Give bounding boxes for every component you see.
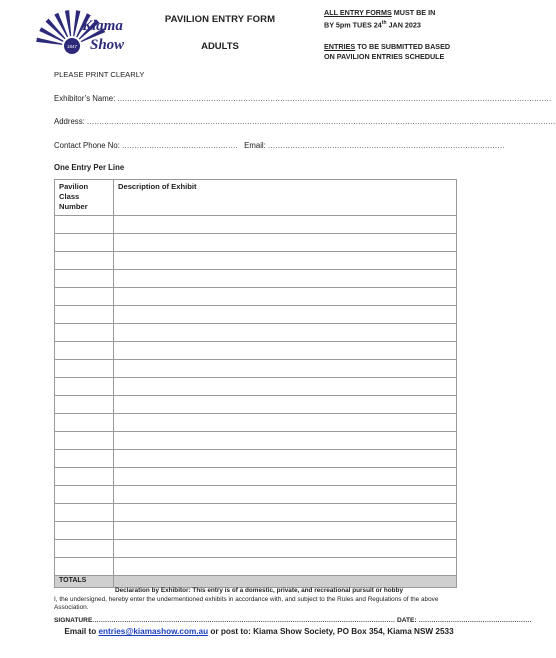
date-label: DATE: [396,617,417,624]
declaration-body: I, the undersigned, hereby enter the undermentioned exhibits in accordance with, and subject to the Rules and Regulations of the above Association. [54,595,439,612]
entry-row [55,450,457,468]
kiama-show-logo [52,6,132,58]
entry-row [55,360,457,378]
logo-text-show: Show [90,37,125,53]
entry-row [55,432,457,450]
entry-row [55,288,457,306]
entry-row [55,486,457,504]
print-clearly-note: PLEASE PRINT CLEARLY [54,70,145,79]
contact-field[interactable] [54,141,505,150]
entry-row [55,414,457,432]
description-cell[interactable] [114,486,457,504]
description-cell[interactable] [114,378,457,396]
description-cell[interactable] [114,342,457,360]
description-cell[interactable] [114,540,457,558]
deadline-note: ALL ENTRY FORMS MUST BE IN BY 5pm TUES 24th JAN 2023 [324,8,436,30]
description-cell[interactable] [114,252,457,270]
entry-row [55,324,457,342]
address-label: Address: [54,117,85,126]
class-number-cell[interactable] [55,450,114,468]
table-header-row [55,180,457,216]
entry-row [55,252,457,270]
logo-emblem [52,6,132,58]
description-cell[interactable] [114,306,457,324]
entry-row [55,234,457,252]
class-number-cell[interactable] [55,288,114,306]
class-number-cell[interactable] [55,522,114,540]
description-cell[interactable] [114,216,457,234]
class-number-cell[interactable] [55,216,114,234]
entry-row [55,342,457,360]
description-cell[interactable] [114,324,457,342]
class-number-cell[interactable] [55,414,114,432]
declaration [54,587,464,613]
class-number-cell[interactable] [55,486,114,504]
class-number-cell[interactable] [55,234,114,252]
description-cell[interactable] [114,360,457,378]
footer-contact: Email to entries@kiamashow.com.au or post to: Kiama Show Society, PO Box 354, Kiama NSW 2533 [64,627,454,636]
logo-emblem-text: 1847 [66,44,78,49]
all-entry-forms-text: ALL ENTRY FORMS [324,8,392,17]
entry-rows [55,216,457,576]
class-number-cell[interactable] [55,306,114,324]
class-number-cell[interactable] [55,360,114,378]
entry-table [54,179,457,588]
description-cell[interactable] [114,288,457,306]
class-number-cell[interactable] [55,324,114,342]
dotted-line: .............................................................................................................................................................................................. [86,117,556,126]
entry-row [55,504,457,522]
submission-notes [324,8,504,62]
table-caption: One Entry Per Line [54,163,125,172]
class-number-cell[interactable] [55,270,114,288]
class-number-cell[interactable] [55,558,114,576]
entry-row [55,216,457,234]
dotted-line: ................................................................................................ [268,141,505,150]
form-title: PAVILION ENTRY FORM [164,14,276,25]
description-cell[interactable] [114,396,457,414]
email-label: Email: [244,141,266,150]
class-number-cell[interactable] [55,504,114,522]
totals-value[interactable] [114,576,457,588]
address-field[interactable] [54,117,556,126]
description-cell[interactable] [114,432,457,450]
exhibitor-name-label: Exhibitor’s Name: [54,94,116,103]
description-cell[interactable] [114,234,457,252]
header-titles [150,14,290,52]
dotted-line: ................................................................................................................................................................................ [117,94,552,103]
class-number-cell[interactable] [55,432,114,450]
col-description-header: Description of Exhibit [114,180,457,216]
description-cell[interactable] [114,504,457,522]
entry-row [55,558,457,576]
description-cell[interactable] [114,468,457,486]
dotted-line: ............................................... [122,141,238,150]
entry-row [55,306,457,324]
exhibitor-name-field[interactable] [54,94,552,103]
col-class-number-header: Pavilion Class Number [55,180,114,216]
description-cell[interactable] [114,414,457,432]
totals-label: TOTALS [55,576,114,588]
entry-row [55,396,457,414]
totals-row [55,576,457,588]
form-category: ADULTS [201,41,239,52]
description-cell[interactable] [114,450,457,468]
declaration-title: Declaration by Exhibitor: This entry is of a domestic, private, and recreational pursuit or hobby [115,587,403,594]
entry-row [55,540,457,558]
entry-row [55,270,457,288]
class-number-cell[interactable] [55,396,114,414]
description-cell[interactable] [114,522,457,540]
entry-row [55,522,457,540]
entry-row [55,468,457,486]
entries-email-link[interactable]: entries@kiamashow.com.au [98,627,209,636]
class-number-cell[interactable] [55,540,114,558]
description-cell[interactable] [114,270,457,288]
entries-note: ENTRIES TO BE SUBMITTED BASED ON PAVILION ENTRIES SCHEDULE [324,42,451,62]
signature-date-line[interactable]: SIGNATURE.............................................................................................................................................. DATE: ..................................................... [54,617,532,624]
phone-label: Contact Phone No: [54,141,120,150]
entry-row [55,378,457,396]
logo-text-kiama: Kiama [82,18,123,34]
class-number-cell[interactable] [55,468,114,486]
entries-text: ENTRIES [324,42,356,52]
description-cell[interactable] [114,558,457,576]
class-number-cell[interactable] [55,378,114,396]
class-number-cell[interactable] [55,252,114,270]
signature-label: SIGNATURE [54,617,93,624]
class-number-cell[interactable] [55,342,114,360]
